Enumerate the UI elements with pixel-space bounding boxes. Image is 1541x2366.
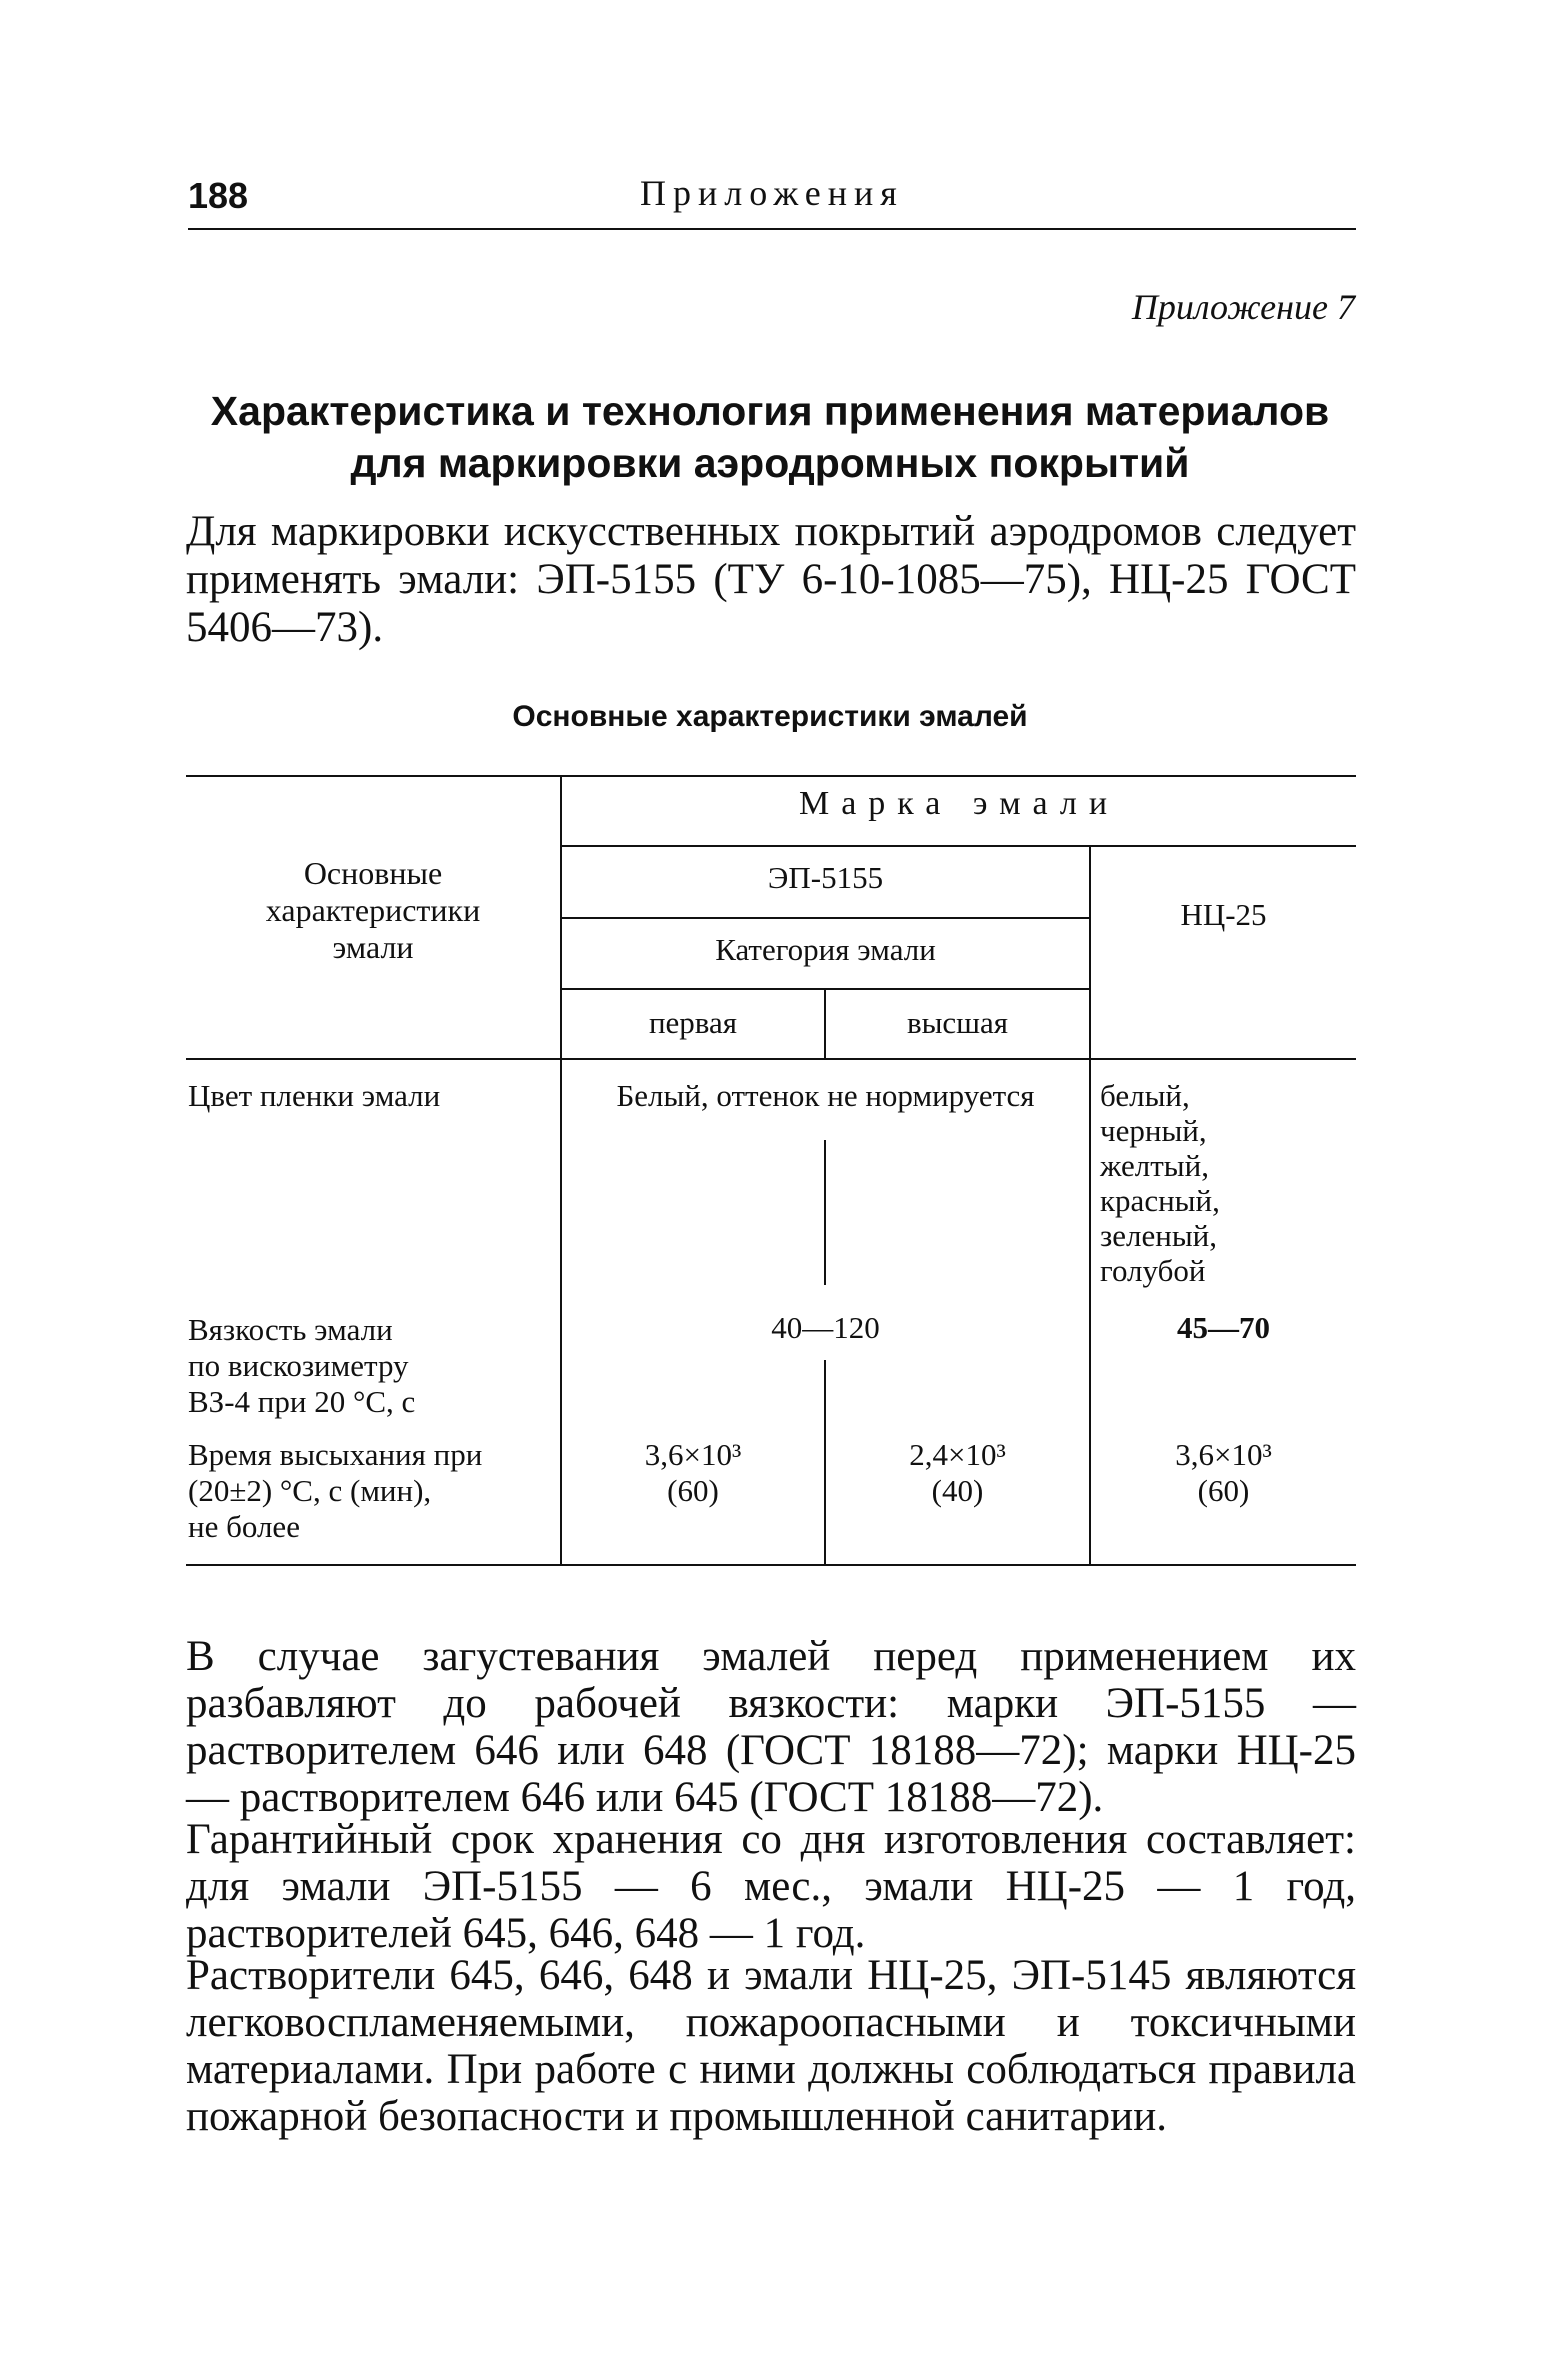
viscosity-label-line: Вязкость эмали [188, 1312, 393, 1347]
brand-header: Марка эмали [798, 785, 1120, 822]
drying-highest-minutes: (40) [931, 1473, 984, 1508]
row-color-label: Цвет пленки эмали [188, 1078, 441, 1113]
row-drying-nc-value [1091, 1437, 1356, 1509]
nc25-header: НЦ-25 [1180, 897, 1267, 932]
paragraph-safety: Растворители 645, 646, 648 и эмали НЦ-25, ЭП-5145 являются легковоспламеняемыми, пожароопасными и токсичными материалами. При работе с ними должны соблюдаться правила пожарной безопасности и промышленной санитарии. [186, 1952, 1356, 2140]
row-color-nc-value [1100, 1078, 1350, 1288]
paragraph-thinning: В случае загустевания эмалей перед применением их разбавляют до рабочей вязкости: марки ЭП-5155 — растворителем 646 или 648 (ГОСТ 18188—72); марки НЦ-25 — растворителем 646 или 645 (ГОСТ 18188—72). [186, 1633, 1356, 1821]
title-line-2: для маркировки аэродромных покрытий [350, 440, 1190, 486]
table-caption: Основные характеристики эмалей [512, 700, 1028, 733]
table-top-rule [186, 775, 1356, 777]
col-rule-2-segment-a [824, 1140, 826, 1285]
page-number: 188 [188, 175, 249, 216]
row-drying-highest-value [826, 1437, 1089, 1509]
color-option: желтый, [1100, 1148, 1209, 1183]
drying-highest-seconds: 2,4×10³ [909, 1437, 1006, 1472]
row-drying-first-value [562, 1437, 824, 1509]
color-option: голубой [1100, 1253, 1206, 1288]
drying-label-line: (20±2) °С, с (мин), [188, 1473, 432, 1508]
color-option: белый, [1100, 1078, 1190, 1113]
drying-first-seconds: 3,6×10³ [644, 1437, 742, 1472]
first-category-header: первая [648, 1005, 738, 1040]
ep-header-rule [560, 917, 1090, 919]
drying-first-minutes: (60) [667, 1473, 719, 1508]
intro-paragraph: Для маркировки искусственных покрытий аэродромов следует применять эмали: ЭП-5155 (ТУ 6-10-1085—75), НЦ-25 ГОСТ 5406—73). [186, 508, 1356, 651]
ep5155-header: ЭП-5155 [767, 860, 884, 895]
category-header: Категория эмали [715, 932, 936, 967]
color-option: зеленый, [1100, 1218, 1217, 1253]
header-bottom-rule [186, 1058, 1356, 1060]
brand-header-rule [560, 845, 1356, 847]
drying-label-line: Время высыхания при [188, 1437, 483, 1472]
row-header-line-2: характеристики [265, 892, 481, 928]
title-line-1: Характеристика и технология применения материалов [210, 388, 1330, 434]
drying-label-line: не более [188, 1509, 300, 1544]
appendix-label: Приложение 7 [1131, 287, 1355, 327]
color-option: черный, [1100, 1113, 1207, 1148]
drying-nc-minutes: (60) [1197, 1473, 1250, 1508]
row-header-line-3: эмали [332, 929, 414, 965]
running-head: Приложения [640, 173, 904, 213]
row-drying-label [188, 1437, 558, 1545]
row-viscosity-nc-value: 45—70 [1177, 1310, 1270, 1345]
row-header-cell [190, 855, 556, 966]
drying-nc-seconds: 3,6×10³ [1175, 1437, 1272, 1472]
row-viscosity-label [188, 1312, 558, 1420]
paragraph-storage: Гарантийный срок хранения со дня изготовления составляет: для эмали ЭП-5155 — 6 мес., эмали НЦ-25 — 1 год, растворителей 645, 646, 648 — 1 год. [186, 1816, 1356, 1957]
color-option: красный, [1100, 1183, 1220, 1218]
header-rule [188, 228, 1356, 230]
viscosity-label-line: ВЗ-4 при 20 °С, с [188, 1384, 416, 1419]
row-header-line-1: Основные [303, 855, 443, 891]
table-bottom-rule [186, 1564, 1356, 1566]
viscosity-label-line: по вискозиметру [188, 1348, 409, 1383]
row-viscosity-ep-value: 40—120 [771, 1310, 880, 1345]
highest-category-header: высшая [906, 1005, 1009, 1040]
document-title [180, 385, 1360, 489]
row-color-ep-value: Белый, оттенок не нормируется [616, 1078, 1035, 1113]
